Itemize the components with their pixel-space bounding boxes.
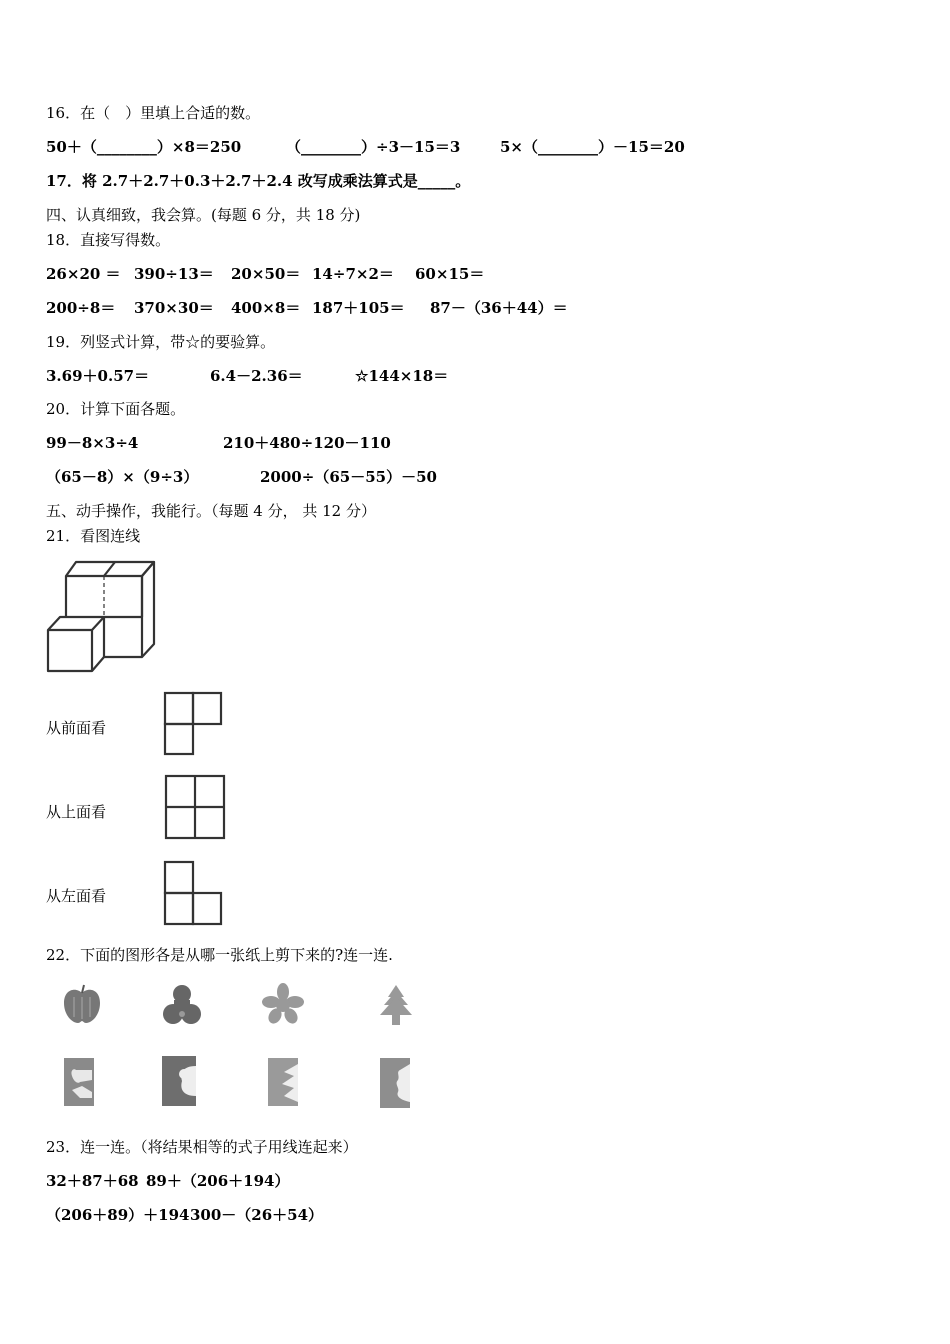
q16-item-1: 50＋（________）×8＝250 — [46, 138, 242, 156]
view-left-figure — [163, 860, 225, 928]
paper-sheet-4 — [378, 1056, 412, 1110]
q20-r1-2: 210＋480÷120－110 — [223, 434, 391, 452]
paper-sheet-3 — [266, 1056, 300, 1108]
flower-icon — [260, 982, 306, 1026]
q18-r1-3: 20×50＝ — [231, 265, 301, 283]
q18-r2-4: 187＋105＝ — [312, 299, 405, 317]
q18-r2-1: 200÷8＝ — [46, 299, 116, 317]
q20-r2-2: 2000÷（65－55）－50 — [260, 468, 437, 486]
q22-title: 22．下面的图形各是从哪一张纸上剪下来的?连一连. — [46, 946, 393, 964]
view-front-figure — [163, 690, 225, 756]
q20-r2-1: （65－8）×（9÷3） — [46, 468, 199, 486]
q23-title: 23．连一连。（将结果相等的式子用线连起来） — [46, 1138, 358, 1156]
q20-title: 20．计算下面各题。 — [46, 400, 186, 418]
q16-item-2: （________）÷3－15＝3 — [286, 138, 461, 156]
q19-item-2: 6.4－2.36＝ — [210, 367, 303, 385]
q18-title: 18．直接写得数。 — [46, 231, 171, 249]
q23-r1-2: 89＋（206＋194） — [146, 1172, 290, 1190]
q19-title: 19．列竖式计算，带☆的要验算。 — [46, 333, 276, 351]
view-top-figure — [164, 774, 228, 842]
q18-r2-3: 400×8＝ — [231, 299, 301, 317]
q19-item-3: ☆144×18＝ — [355, 367, 449, 385]
q20-r1-1: 99－8×3÷4 — [46, 434, 139, 452]
cube-figure — [46, 560, 158, 675]
q23-r1-1: 32＋87＋68 — [46, 1172, 139, 1190]
gourd-icon — [160, 980, 204, 1028]
apple-icon — [60, 983, 104, 1027]
q18-r1-1: 26×20 ＝ — [46, 265, 121, 283]
section4-title: 四、认真细致，我会算。(每题 6 分，共 18 分) — [46, 206, 361, 224]
q23-r2-2: 300－（26＋54） — [190, 1206, 324, 1224]
q19-item-1: 3.69＋0.57＝ — [46, 367, 150, 385]
view-label-front: 从前面看 — [46, 719, 107, 737]
section5-title: 五、动手操作，我能行。（每题 4 分， 共 12 分） — [46, 502, 376, 520]
q18-r2-5: 87－（36＋44）＝ — [430, 299, 568, 317]
q21-title: 21．看图连线 — [46, 527, 141, 545]
q18-r1-5: 60×15＝ — [415, 265, 485, 283]
view-label-top: 从上面看 — [46, 803, 107, 821]
paper-sheet-2 — [160, 1054, 198, 1108]
q17-text: 17．将 2.7＋2.7＋0.3＋2.7＋2.4 改写成乘法算式是_____。 — [46, 172, 471, 190]
q18-r1-4: 14÷7×2＝ — [312, 265, 394, 283]
tree-icon — [374, 983, 418, 1027]
q16-title: 16．在（ ）里填上合适的数。 — [46, 104, 261, 122]
paper-sheet-1 — [62, 1056, 96, 1108]
q16-item-3: 5×（________）－15＝20 — [500, 138, 685, 156]
q23-r2-1: （206＋89）＋194 — [46, 1206, 190, 1224]
q18-r1-2: 390÷13＝ — [134, 265, 214, 283]
view-label-left: 从左面看 — [46, 887, 107, 905]
q18-r2-2: 370×30＝ — [134, 299, 214, 317]
